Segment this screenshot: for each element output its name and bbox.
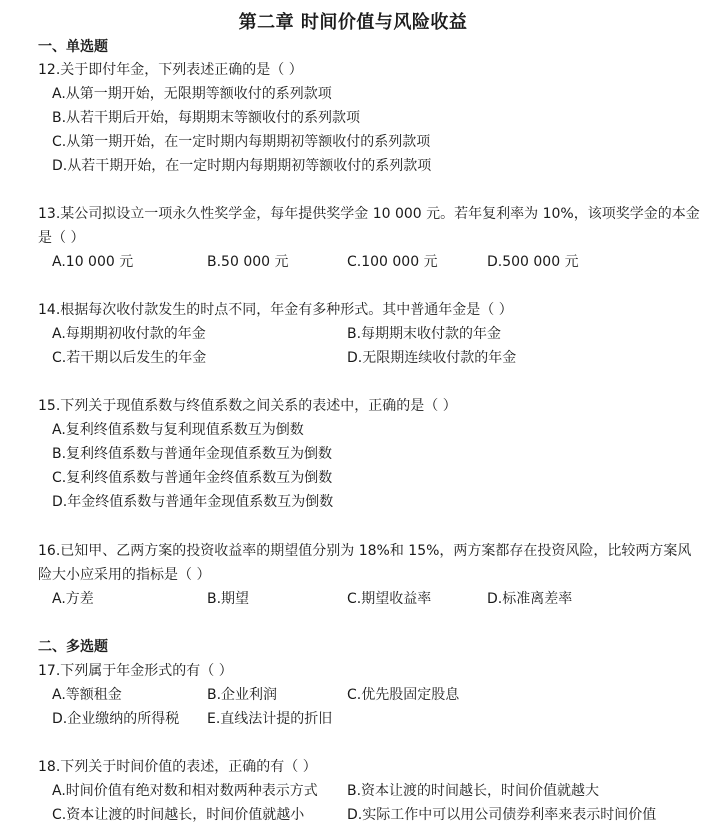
question-15-option-c: C.复利终值系数与普通年金终值系数互为倒数	[52, 470, 333, 486]
question-13-option-a: A.10 000 元	[52, 254, 134, 270]
question-16-option-c: C.期望收益率	[347, 591, 432, 607]
question-16-stem-line1: 16.已知甲、乙两方案的投资收益率的期望值分别为 18%和 15%，两方案都存在投资风险，比较两方案风	[38, 543, 692, 559]
question-14-option-d: D.无限期连续收付款的年金	[347, 350, 517, 366]
question-17-stem: 17.下列属于年金形式的有（ ）	[38, 663, 233, 679]
question-15-option-b: B.复利终值系数与普通年金现值系数互为倒数	[52, 446, 333, 462]
question-18-option-d: D.实际工作中可以用公司债券利率来表示时间价值	[347, 807, 657, 823]
question-17-option-a: A.等额租金	[52, 687, 122, 703]
question-15-option-d: D.年金终值系数与普通年金现值系数互为倒数	[52, 494, 334, 510]
section-heading-multiple-choice: 二、多选题	[38, 639, 108, 655]
question-14-option-b: B.每期期末收付款的年金	[347, 326, 502, 342]
question-17-option-e: E.直线法计提的折旧	[207, 711, 333, 727]
question-13-option-c: C.100 000 元	[347, 254, 438, 270]
question-18-stem: 18.下列关于时间价值的表述，正确的有（ ）	[38, 759, 317, 775]
question-14-option-c: C.若干期以后发生的年金	[52, 350, 207, 366]
section-heading-single-choice: 一、单选题	[38, 39, 108, 55]
question-16-option-a: A.方差	[52, 591, 94, 607]
question-12-option-a: A.从第一期开始，无限期等额收付的系列款项	[52, 86, 332, 102]
question-12-option-d: D.从若干期开始，在一定时期内每期期初等额收付的系列款项	[52, 158, 432, 174]
question-16-option-d: D.标准离差率	[487, 591, 573, 607]
question-17-option-d: D.企业缴纳的所得税	[52, 711, 180, 727]
question-17-option-c: C.优先股固定股息	[347, 687, 460, 703]
question-13-option-d: D.500 000 元	[487, 254, 579, 270]
question-12-stem: 12.关于即付年金，下列表述正确的是（ ）	[38, 62, 303, 78]
question-18-option-c: C.资本让渡的时间越长，时间价值就越小	[52, 807, 305, 823]
question-14-option-a: A.每期期初收付款的年金	[52, 326, 206, 342]
question-15-option-a: A.复利终值系数与复利现值系数互为倒数	[52, 422, 304, 438]
question-18-option-a: A.时间价值有绝对数和相对数两种表示方式	[52, 783, 318, 799]
question-16-option-b: B.期望	[207, 591, 250, 607]
question-12-option-c: C.从第一期开始，在一定时期内每期期初等额收付的系列款项	[52, 134, 431, 150]
question-16-stem-line2: 险大小应采用的指标是（ ）	[38, 567, 211, 583]
page-title: 第二章 时间价值与风险收益	[238, 12, 468, 33]
question-15-stem: 15.下列关于现值系数与终值系数之间关系的表述中，正确的是（ ）	[38, 398, 457, 414]
question-13-stem-line2: 是（ ）	[38, 230, 85, 246]
question-14-stem: 14.根据每次收付款发生的时点不同，年金有多种形式。其中普通年金是（ ）	[38, 302, 513, 318]
question-13-option-b: B.50 000 元	[207, 254, 289, 270]
question-18-option-b: B.资本让渡的时间越长，时间价值就越大	[347, 783, 600, 799]
question-17-option-b: B.企业利润	[207, 687, 278, 703]
question-13-stem-line1: 13.某公司拟设立一项永久性奖学金，每年提供奖学金 10 000 元。若年复利率为 10%，该项奖学金的本金	[38, 206, 700, 222]
question-12-option-b: B.从若干期后开始，每期期末等额收付的系列款项	[52, 110, 361, 126]
